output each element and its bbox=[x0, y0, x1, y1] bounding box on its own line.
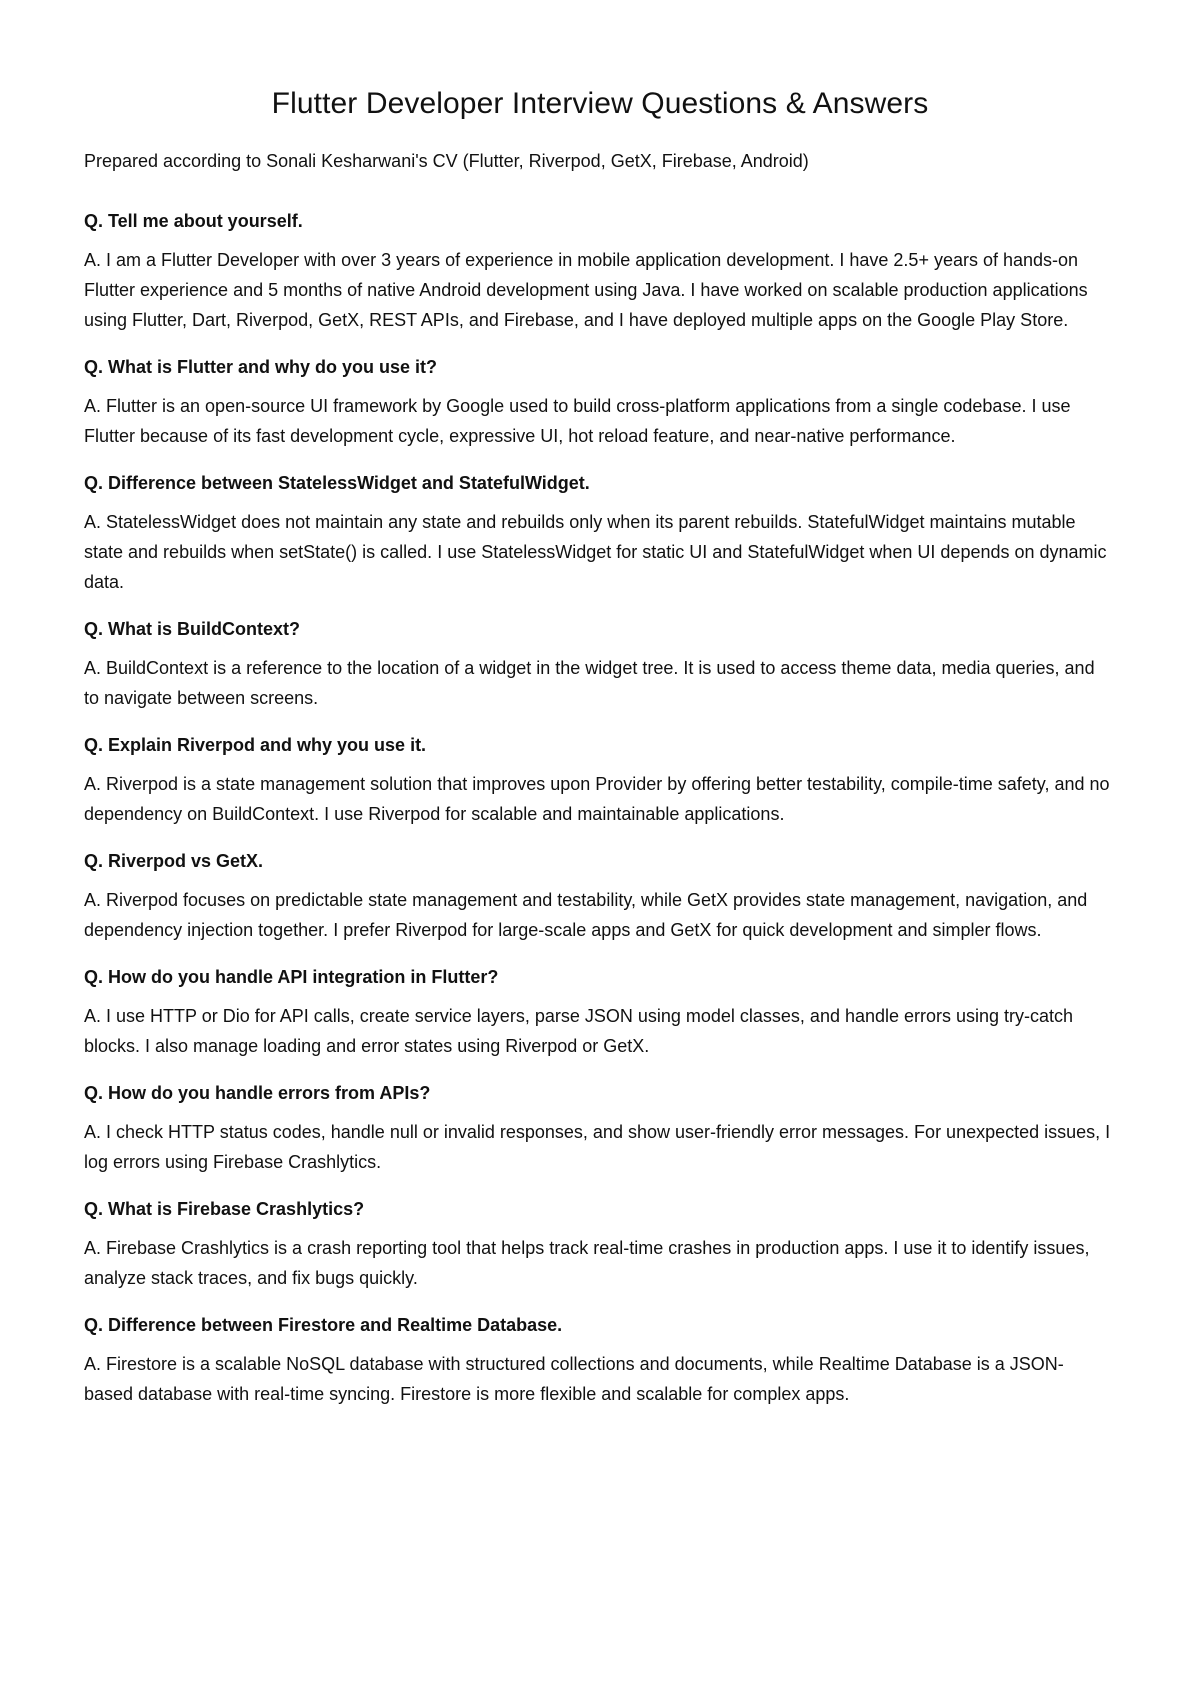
answer: A. Firebase Crashlytics is a crash reporting tool that helps track real-time crashes in production apps. I use it to identify issues, analyze stack traces, and fix bugs quickly. bbox=[84, 1238, 1090, 1288]
answer: A. StatelessWidget does not maintain any state and rebuilds only when its parent rebuilds. StatefulWidget maintains mutable state and rebuilds when setState() is called. I use StatelessWidget for static UI and StatefulWidget when UI depends on dynamic data. bbox=[84, 512, 1107, 592]
qa-item-riverpod bbox=[84, 733, 1116, 829]
qa-item-buildcontext bbox=[84, 617, 1116, 713]
question: Q. Difference between Firestore and Realtime Database. bbox=[84, 1315, 563, 1335]
qa-item-firestore-vs-realtime bbox=[84, 1313, 1116, 1409]
qa-item-tell-about-yourself bbox=[84, 209, 1116, 335]
question: Q. Explain Riverpod and why you use it. bbox=[84, 735, 427, 755]
qa-item-stateless-vs-stateful bbox=[84, 471, 1116, 597]
answer: A. I check HTTP status codes, handle null or invalid responses, and show user-friendly error messages. For unexpected issues, I log errors using Firebase Crashlytics. bbox=[84, 1122, 1111, 1172]
answer: A. Firestore is a scalable NoSQL database with structured collections and documents, while Realtime Database is a JSON-based database with real-time syncing. Firestore is more flexible and scalable for complex apps. bbox=[84, 1354, 1064, 1404]
question: Q. How do you handle API integration in Flutter? bbox=[84, 967, 499, 987]
answer: A. Riverpod focuses on predictable state management and testability, while GetX provides state management, navigation, and dependency injection together. I prefer Riverpod for large-scale apps and GetX for quick development and simpler flows. bbox=[84, 890, 1088, 940]
answer: A. Flutter is an open-source UI framework by Google used to build cross-platform applications from a single codebase. I use Flutter because of its fast development cycle, expressive UI, hot reload feature, and near-native performance. bbox=[84, 396, 1071, 446]
qa-item-api-errors bbox=[84, 1081, 1116, 1177]
qa-item-what-is-flutter bbox=[84, 355, 1116, 451]
question: Q. Riverpod vs GetX. bbox=[84, 851, 264, 871]
question: Q. How do you handle errors from APIs? bbox=[84, 1083, 431, 1103]
page-subtitle: Prepared according to Sonali Kesharwani's CV (Flutter, Riverpod, GetX, Firebase, Android) bbox=[84, 151, 809, 171]
answer: A. I use HTTP or Dio for API calls, create service layers, parse JSON using model classes, and handle errors using try-catch blocks. I also manage loading and error states using Riverpod or GetX. bbox=[84, 1006, 1074, 1056]
answer: A. BuildContext is a reference to the location of a widget in the widget tree. It is used to access theme data, media queries, and to navigate between screens. bbox=[84, 658, 1095, 708]
qa-item-crashlytics bbox=[84, 1197, 1116, 1293]
question: Q. Tell me about yourself. bbox=[84, 211, 303, 231]
qa-list bbox=[84, 209, 1116, 1409]
question: Q. Difference between StatelessWidget and StatefulWidget. bbox=[84, 473, 590, 493]
qa-item-api-integration bbox=[84, 965, 1116, 1061]
question: Q. What is Firebase Crashlytics? bbox=[84, 1199, 365, 1219]
answer: A. Riverpod is a state management solution that improves upon Provider by offering better testability, compile-time safety, and no dependency on BuildContext. I use Riverpod for scalable and maintainable applications. bbox=[84, 774, 1110, 824]
question: Q. What is Flutter and why do you use it? bbox=[84, 357, 438, 377]
answer: A. I am a Flutter Developer with over 3 years of experience in mobile application development. I have 2.5+ years of hands-on Flutter experience and 5 months of native Android development using Java. I have worked on scalable production applications using Flutter, Dart, Riverpod, GetX, REST APIs, and Firebase, and I have deployed multiple apps on the Google Play Store. bbox=[84, 250, 1088, 330]
question: Q. What is BuildContext? bbox=[84, 619, 300, 639]
page-title: Flutter Developer Interview Questions & Answers bbox=[271, 87, 929, 120]
qa-item-riverpod-vs-getx bbox=[84, 849, 1116, 945]
